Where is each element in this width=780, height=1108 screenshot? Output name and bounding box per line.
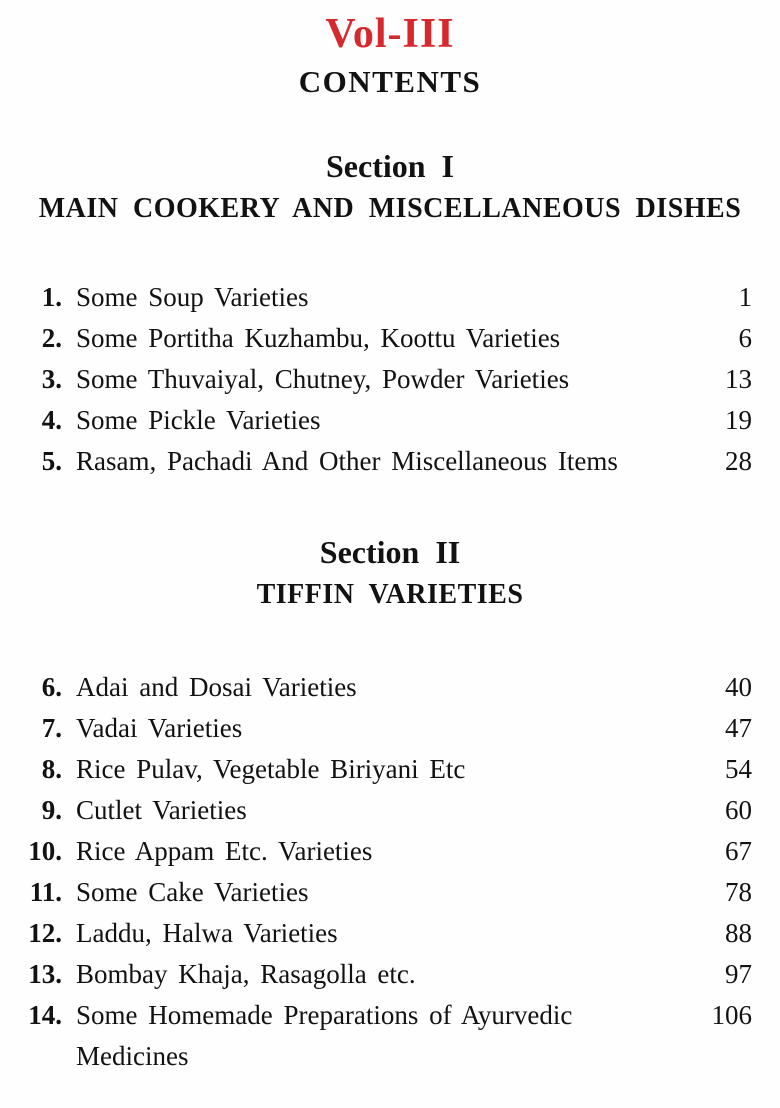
contents-heading: CONTENTS (298, 64, 482, 99)
toc-entry (14, 872, 752, 913)
entry-number: 1. (41, 282, 62, 312)
toc-entry (14, 749, 752, 790)
entry-title: Some Pickle Varieties (76, 405, 321, 435)
toc-entry (14, 277, 752, 318)
toc-entry (14, 441, 752, 482)
entry-number: 8. (41, 754, 62, 784)
toc-entry (14, 667, 752, 708)
toc-sections (0, 148, 780, 1077)
toc-entry (14, 400, 752, 441)
entry-number: 4. (41, 405, 62, 435)
entry-title: Some Portitha Kuzhambu, Koottu Varieties (76, 323, 561, 353)
entry-page-number: 40 (725, 672, 752, 702)
entry-number: 2. (41, 323, 62, 353)
entry-page-number: 13 (725, 364, 752, 394)
entry-number: 12. (28, 918, 62, 948)
toc-entry (14, 318, 752, 359)
section-subheading: TIFFIN VARIETIES (256, 579, 524, 610)
entry-title: Bombay Khaja, Rasagolla etc. (76, 959, 416, 989)
entry-page-number: 47 (725, 713, 752, 743)
entry-page-number: 19 (725, 405, 752, 435)
entry-number: 7. (41, 713, 62, 743)
entry-title: Some Soup Varieties (76, 282, 309, 312)
toc-entry (14, 954, 752, 995)
entry-number: 6. (41, 672, 62, 702)
entry-page-number: 28 (725, 446, 752, 476)
entry-title: Rasam, Pachadi And Other Miscellaneous Items (76, 446, 618, 476)
toc-entry (14, 359, 752, 400)
entry-title: Some Thuvaiyal, Chutney, Powder Varieties (76, 364, 570, 394)
entry-title: Some Homemade Preparations of Ayurvedic Medicines (76, 1000, 573, 1071)
section-heading: Section I (326, 148, 454, 184)
entry-page-number: 67 (725, 836, 752, 866)
entry-page-number: 78 (725, 877, 752, 907)
entry-title: Some Cake Varieties (76, 877, 309, 907)
section-subheading: MAIN COOKERY AND MISCELLANEOUS DISHES (38, 193, 742, 224)
volume-title: Vol-III (325, 11, 455, 57)
entry-title: Rice Pulav, Vegetable Biriyani Etc (76, 754, 466, 784)
entry-number: 13. (28, 959, 62, 989)
toc-section (0, 534, 780, 1077)
entry-page-number: 106 (711, 1000, 752, 1030)
entry-page-number: 1 (738, 282, 752, 312)
entry-number: 11. (29, 877, 62, 907)
section-entries (14, 277, 752, 482)
entry-number: 14. (28, 1000, 62, 1030)
entry-number: 10. (28, 836, 62, 866)
toc-entry (14, 790, 752, 831)
toc-entry (14, 913, 752, 954)
entry-page-number: 97 (725, 959, 752, 989)
entry-page-number: 6 (738, 323, 752, 353)
entry-title: Vadai Varieties (76, 713, 243, 743)
entry-number: 3. (41, 364, 62, 394)
entry-title: Cutlet Varieties (76, 795, 247, 825)
toc-entry (14, 708, 752, 749)
entry-page-number: 54 (725, 754, 752, 784)
section-entries (14, 667, 752, 1077)
toc-section (0, 148, 780, 482)
entry-page-number: 60 (725, 795, 752, 825)
entry-number: 9. (41, 795, 62, 825)
entry-title: Laddu, Halwa Varieties (76, 918, 338, 948)
entry-number: 5. (41, 446, 62, 476)
toc-entry (14, 831, 752, 872)
section-heading: Section II (319, 534, 461, 570)
entry-page-number: 88 (725, 918, 752, 948)
toc-entry (14, 995, 752, 1077)
entry-title: Rice Appam Etc. Varieties (76, 836, 373, 866)
entry-title: Adai and Dosai Varieties (76, 672, 357, 702)
